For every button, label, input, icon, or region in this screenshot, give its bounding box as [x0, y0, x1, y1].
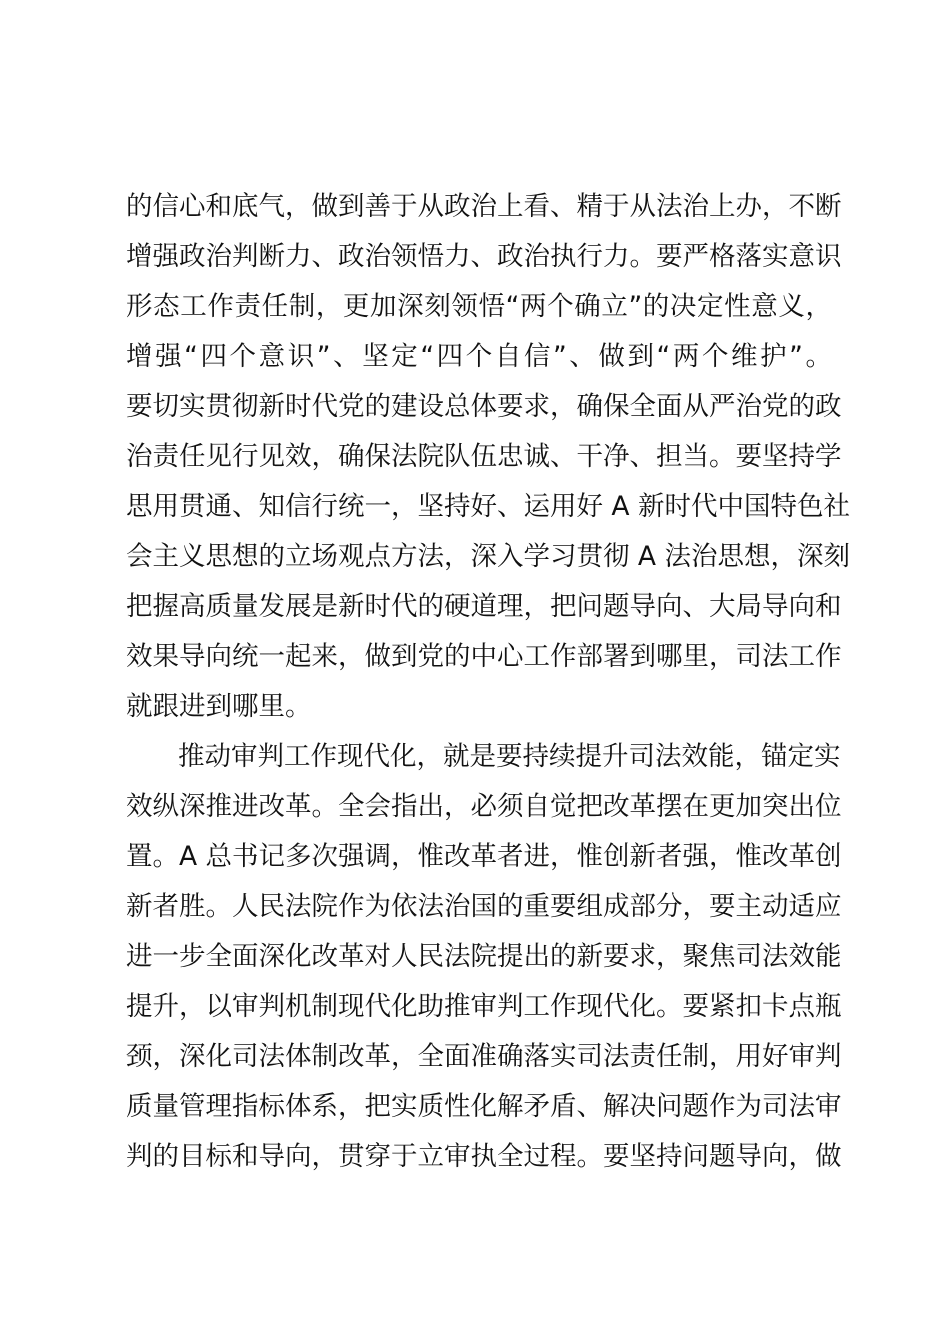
text-line: 的信心和底气，做到善于从政治上看、精于从法治上办，不断 [126, 191, 842, 222]
text-line: 形态工作责任制，更加深刻领悟“两个确立”的决定性意义， [126, 291, 832, 322]
text-line: 就跟进到哪里。 [126, 691, 312, 722]
text-line: 进一步全面深化改革对人民法院提出的新要求，聚焦司法效能 [126, 941, 842, 972]
text-line: 效纵深推进改革。全会指出，必须自觉把改革摆在更加突出位 [126, 791, 842, 822]
text-line: 要切实贯彻新时代党的建设总体要求，确保全面从严治党的政 [126, 391, 842, 422]
text-line: 效果导向统一起来，做到党的中心工作部署到哪里，司法工作 [126, 641, 842, 672]
text-line: 会主义思想的立场观点方法，深入学习贯彻 A 法治思想，深刻 [126, 541, 850, 572]
text-line: 置。A 总书记多次强调，惟改革者进，惟创新者强，惟改革创 [126, 841, 842, 872]
paragraph-first-line: 推动审判工作现代化，就是要持续提升司法效能，锚定实 [178, 741, 841, 772]
text-line: 把握高质量发展是新时代的硬道理，把问题导向、大局导向和 [126, 591, 842, 622]
text-line: 质量管理指标体系，把实质性化解矛盾、解决问题作为司法审 [126, 1091, 842, 1122]
text-line: 判的目标和导向，贯穿于立审执全过程。要坚持问题导向，做 [126, 1141, 842, 1172]
text-line: 新者胜。人民法院作为依法治国的重要组成部分，要主动适应 [126, 891, 842, 922]
text-line: 治责任见行见效，确保法院队伍忠诚、干净、担当。要坚持学 [126, 441, 842, 472]
text-line: 提升，以审判机制现代化助推审判工作现代化。要紧扣卡点瓶 [126, 991, 842, 1022]
text-line: 增强政治判断力、政治领悟力、政治执行力。要严格落实意识 [126, 241, 842, 272]
text-line: 颈，深化司法体制改革，全面准确落实司法责任制，用好审判 [126, 1041, 842, 1072]
text-line: 增强“四个意识”、坚定“四个自信”、做到“两个维护”。 [126, 341, 832, 372]
text-line: 思用贯通、知信行统一，坚持好、运用好 A 新时代中国特色社 [126, 491, 850, 522]
